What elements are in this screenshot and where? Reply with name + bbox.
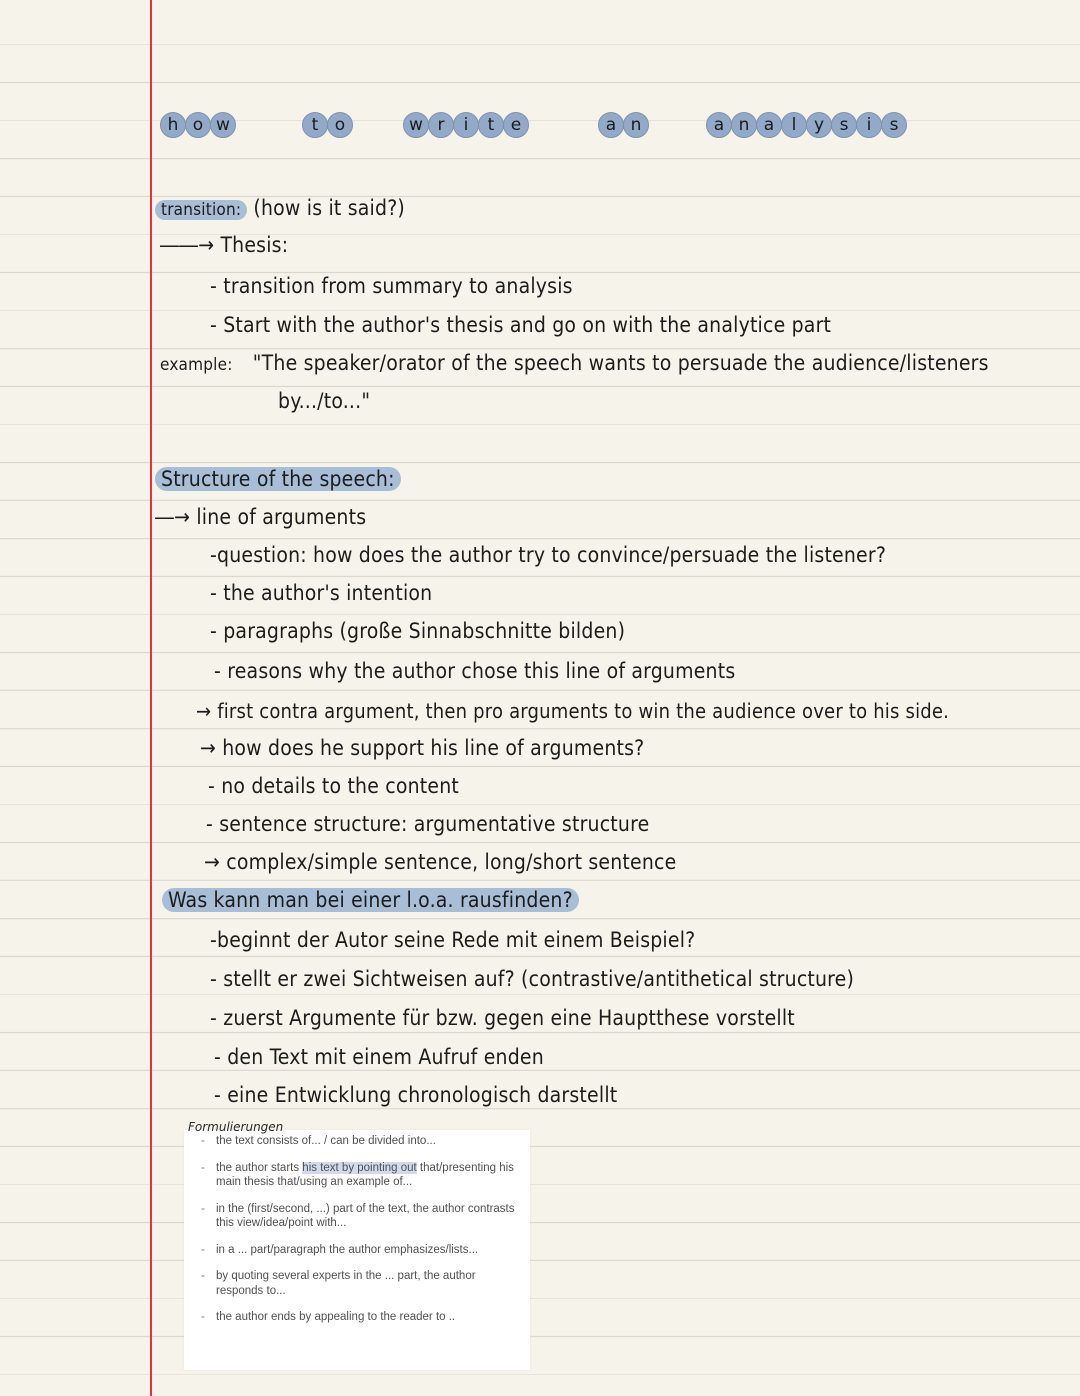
formulations-title: Formulierungen [188,1120,284,1134]
structure-item-text: complex/simple sentence, long/short sentence [226,850,677,874]
title-word [302,112,352,138]
example-label: example: [160,355,233,375]
title-letter: w [403,112,429,138]
title-letter: w [210,112,236,138]
structure-item: - paragraphs (große Sinnabschnitte bilden) [210,619,626,643]
structure-item: - reasons why the author chose this line of arguments [214,659,736,683]
highlight: his text by pointing out [302,1161,417,1174]
title-letter: a [756,112,782,138]
german-item: - stellt er zwei Sichtweisen auf? (contrastive/antithetical structure) [210,967,855,991]
german-heading-text: Was kann man bei einer l.o.a. rausfinden? [162,888,579,912]
title-word [598,112,648,138]
structure-heading [155,467,401,491]
title-letter: i [453,112,479,138]
title-letter: l [781,112,807,138]
title-letter: r [428,112,454,138]
structure-item: - sentence structure: argumentative structure [206,812,650,836]
title-letter: t [478,112,504,138]
title-letter: e [503,112,529,138]
structure-item [200,736,644,760]
structure-item [204,850,676,874]
title-letter: t [302,112,328,138]
title-letter: o [327,112,353,138]
transition-line [155,196,405,220]
structure-item [196,699,949,723]
arrow-icon: → [196,699,212,723]
list-item: - the author ends by appealing to the reader to .. [196,1310,526,1325]
german-item: - zuerst Argumente für bzw. gegen eine Hauptthese vorstellt [210,1006,795,1030]
title-letter: n [623,112,649,138]
transition-bullet: - transition from summary to analysis [210,274,573,298]
structure-item-text: how does he support his line of arguments? [222,736,645,760]
title-word [706,112,906,138]
margin-line [150,0,152,1396]
structure-heading-text: Structure of the speech: [155,467,401,491]
list-item: - the text consists of... / can be divided into... [196,1134,526,1149]
title-word [403,112,528,138]
list-item: - by quoting several experts in the ... part, the author responds to... [196,1269,526,1298]
structure-item: - the author's intention [210,581,433,605]
title-letter: y [806,112,832,138]
line-of-arguments-text: line of arguments [196,505,367,529]
structure-item-text: first contra argument, then pro arguments to win the audience over to his side. [217,699,950,723]
transition-bullet: - Start with the author's thesis and go on with the analytice part [210,313,832,337]
title-letter: a [598,112,624,138]
list-item: - in the (first/second, ...) part of the text, the author contrasts this view/idea/point with... [196,1202,526,1231]
german-item: -beginnt der Autor seine Rede mit einem Beispiel? [210,928,696,952]
arrow-icon: ―→ [155,505,191,529]
title-letter: i [856,112,882,138]
title-letter: n [731,112,757,138]
title-word [160,112,235,138]
title-letter: s [881,112,907,138]
thesis-heading: Thesis: [220,233,289,257]
formulations-list [196,1134,526,1337]
german-heading [162,888,579,912]
transition-label: transition: [155,200,247,220]
german-item: - eine Entwicklung chronologisch darstellt [214,1083,618,1107]
line-of-arguments [155,505,366,529]
transition-question: (how is it said?) [253,196,405,220]
structure-item: - no details to the content [208,774,459,798]
structure-item: -question: how does the author try to convince/persuade the listener? [210,543,887,567]
title-letter: s [831,112,857,138]
arrow-icon: ――→ [160,233,215,257]
list-item: - in a ... part/paragraph the author emphasizes/lists... [196,1243,526,1258]
title-letter: a [706,112,732,138]
example-text-cont: by.../to..." [278,389,371,413]
thesis-line [160,233,288,257]
list-item: - the author starts his text by pointing out that/presenting his main thesis that/using an example of... [196,1161,526,1190]
german-item: - den Text mit einem Aufruf enden [214,1045,544,1069]
example-text: "The speaker/orator of the speech wants to persuade the audience/listeners [252,351,989,375]
arrow-icon: → [200,736,217,760]
title-letter: h [160,112,186,138]
title-letter: o [185,112,211,138]
arrow-icon: → [204,850,221,874]
example-line [160,351,989,375]
